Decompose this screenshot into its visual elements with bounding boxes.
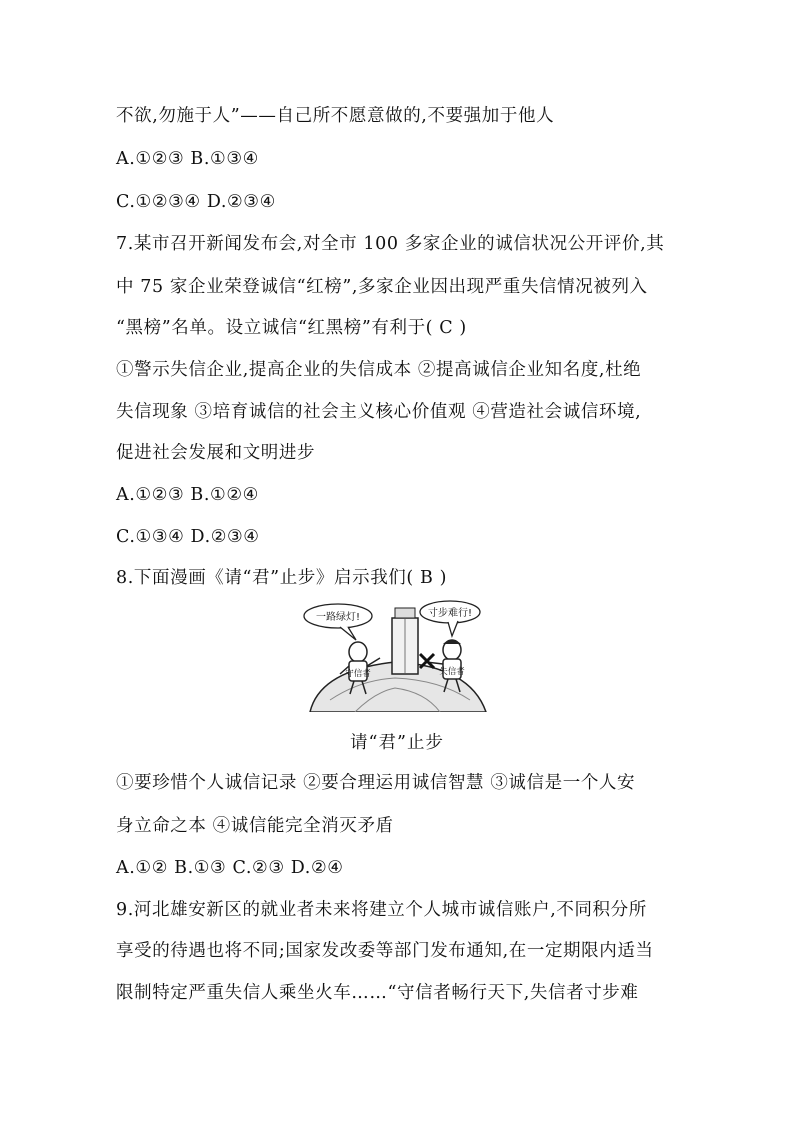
option-line-q7-ab: A.①②③ B.①②④: [116, 485, 259, 505]
question-9-line-2: 享受的待遇也将不同;国家发改委等部门发布通知,在一定期限内适当: [116, 941, 654, 961]
cartoon-caption: 请“君”止步: [350, 733, 444, 753]
question-7-line-1: 7.某市召开新闻发布会,对全市 100 多家企业的诚信状况公开评价,其: [116, 234, 665, 254]
question-8-statement-line-2: 身立命之本 ④诚信能完全消灭矛盾: [116, 816, 394, 836]
question-8-line-1: 8.下面漫画《请“君”止步》启示我们( B ): [116, 568, 448, 588]
right-bubble-text: 寸步难行!: [427, 608, 473, 619]
cartoon-illustration: [300, 600, 488, 712]
left-figure-label: 守信者: [345, 669, 371, 679]
text-line-1: 不欲,勿施于人”——自己所不愿意做的,不要强加于他人: [116, 106, 555, 126]
left-figure-head: [349, 642, 367, 662]
question-7-statement-line-2: 失信现象 ③培育诚信的社会主义核心价值观 ④营造社会诚信环境,: [116, 402, 642, 422]
question-8-statement-line-1: ①要珍惜个人诚信记录 ②要合理运用诚信智慧 ③诚信是一个人安: [116, 773, 636, 793]
option-line-q7-cd: C.①③④ D.②③④: [116, 527, 260, 547]
question-7-line-3: “黑榜”名单。设立诚信“红黑榜”有利于( C ): [116, 318, 467, 338]
option-line-q8: A.①② B.①③ C.②③ D.②④: [116, 858, 344, 878]
question-7-line-2: 中 75 家企业荣登诚信“红榜”,多家企业因出现严重失信情况被列入: [116, 277, 648, 297]
right-figure-label: 失信者: [439, 667, 465, 677]
option-line-q6-cd: C.①②③④ D.②③④: [116, 192, 276, 212]
question-9-line-1: 9.河北雄安新区的就业者未来将建立个人城市诚信账户,不同积分所: [116, 900, 647, 920]
question-7-statement-line-1: ①警示失信企业,提高企业的失信成本 ②提高诚信企业知名度,杜绝: [116, 360, 642, 380]
option-line-q6-ab: A.①②③ B.①③④: [116, 149, 259, 169]
question-9-line-3: 限制特定严重失信人乘坐火车……“守信者畅行天下,失信者寸步难: [116, 983, 639, 1003]
question-7-statement-line-3: 促进社会发展和文明进步: [116, 443, 316, 463]
left-bubble-text: 一路绿灯!: [315, 612, 361, 623]
